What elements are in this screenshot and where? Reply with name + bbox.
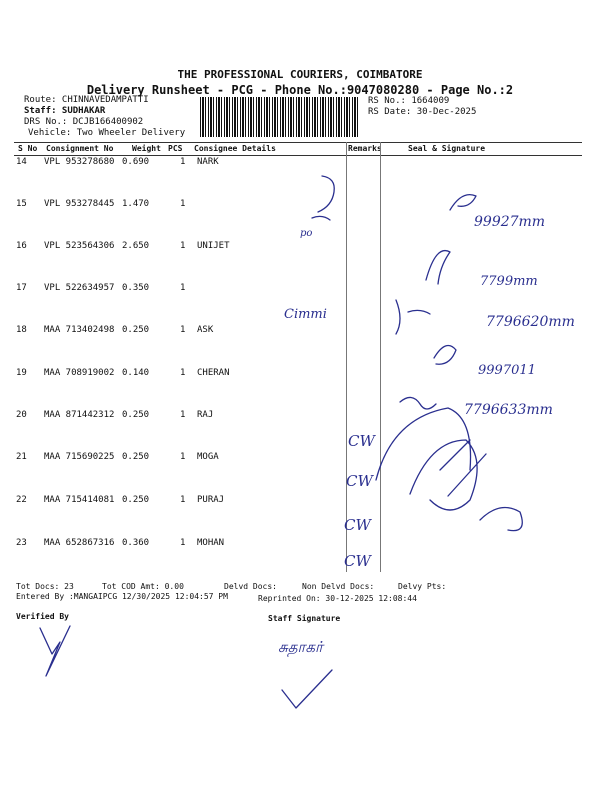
row-sno: 14	[16, 157, 27, 167]
row-consignment: MAA 715690225	[44, 452, 115, 462]
row-pcs: 1	[180, 199, 186, 209]
row-weight: 0.250	[122, 452, 150, 462]
tot-cod: Tot COD Amt: 0.00	[102, 582, 184, 591]
row-consignment: VPL 523564306	[44, 241, 115, 251]
staff-signature-ink: சுதாகர்	[278, 638, 323, 656]
col-seal: Seal & Signature	[408, 144, 486, 153]
row-pcs: 1	[180, 495, 186, 505]
signature-19: 9997011	[478, 363, 536, 378]
signature-15: 99927mm	[474, 214, 546, 230]
row-pcs: 1	[180, 241, 186, 251]
row-consignment: VPL 953278680	[44, 157, 115, 167]
row-pcs: 1	[180, 452, 186, 462]
row-consignment: MAA 871442312	[44, 410, 115, 420]
row-consignee: UNIJET	[197, 241, 230, 251]
route-label: Route: CHINNAVEDAMPATTI	[24, 95, 149, 105]
row-consignment: MAA 715414081	[44, 495, 115, 505]
row-pcs: 1	[180, 368, 186, 378]
entered-by: Entered By :MANGAIPCG 12/30/2025 12:04:57 PM	[16, 592, 228, 601]
row-sno: 22	[16, 495, 27, 505]
company-title: THE PROFESSIONAL COURIERS, COIMBATORE	[177, 68, 423, 81]
row-consignment: VPL 522634957	[44, 283, 115, 293]
col-remarks: Remarks	[348, 144, 382, 153]
row-pcs: 1	[180, 283, 186, 293]
row-weight: 0.360	[122, 538, 150, 548]
cw-mark: CW	[348, 432, 375, 450]
row-sno: 18	[16, 325, 27, 335]
row-consignment: MAA 713402498	[44, 325, 115, 335]
row-weight: 0.690	[122, 157, 150, 167]
row-sno: 15	[16, 199, 27, 209]
rs-number: RS No.: 1664009	[368, 96, 450, 106]
row-consignment: VPL 953278445	[44, 199, 115, 209]
row-weight: 0.140	[122, 368, 150, 378]
row-sno: 19	[16, 368, 27, 378]
rs-date: RS Date: 30-Dec-2025	[368, 107, 477, 117]
row-sno: 17	[16, 283, 27, 293]
row-sno: 20	[16, 410, 27, 420]
staff-label: Staff: SUDHAKAR	[24, 106, 106, 116]
vehicle-label: Vehicle: Two Wheeler Delivery	[28, 128, 186, 138]
row-weight: 0.250	[122, 410, 150, 420]
row-sno: 23	[16, 538, 27, 548]
row-sno: 16	[16, 241, 27, 251]
col-pcs: PCS	[168, 144, 183, 153]
signature-20: 7796633mm	[464, 402, 553, 418]
col-sno: S No	[18, 144, 38, 153]
staff-signature-label: Staff Signature	[268, 614, 341, 623]
row-consignee: CHERAN	[197, 368, 230, 378]
row-weight: 1.470	[122, 199, 150, 209]
non-delvd-docs: Non Delvd Docs:	[302, 582, 375, 591]
tot-docs: Tot Docs: 23	[16, 582, 74, 591]
row-consignee: PURAJ	[197, 495, 225, 505]
row-pcs: 1	[180, 157, 186, 167]
row-weight: 0.350	[122, 283, 150, 293]
row-consignee: NARK	[197, 157, 219, 167]
runsheet-subtitle: Delivery Runsheet - PCG - Phone No.:9047080280 - Page No.:2	[86, 83, 514, 97]
row-pcs: 1	[180, 410, 186, 420]
row-consignment: MAA 708919002	[44, 368, 115, 378]
cw-mark: CW	[344, 552, 371, 570]
row-pcs: 1	[180, 538, 186, 548]
reprinted-on: Reprinted On: 30-12-2025 12:08:44	[258, 594, 417, 603]
svg-text:po: po	[300, 228, 313, 239]
row-consignee: ASK	[197, 325, 214, 335]
row-pcs: 1	[180, 325, 186, 335]
row-consignee: RAJ	[197, 410, 214, 420]
signature-18: 7796620mm	[486, 314, 575, 330]
verified-by: Verified By	[16, 612, 69, 621]
row-weight: 0.250	[122, 325, 150, 335]
signature-16: 7799mm	[480, 274, 538, 289]
drs-label: DRS No.: DCJB166400902	[24, 117, 144, 127]
row-weight: 0.250	[122, 495, 150, 505]
row-weight: 2.650	[122, 241, 150, 251]
cw-mark: CW	[344, 516, 371, 534]
row-consignment: MAA 652867316	[44, 538, 115, 548]
delvd-docs: Delvd Docs:	[224, 582, 277, 591]
col-consignee: Consignee Details	[194, 144, 276, 153]
row-sno: 21	[16, 452, 27, 462]
cw-mark: CW	[346, 472, 373, 490]
col-weight: Weight	[132, 144, 161, 153]
remark-17: Cimmi	[284, 307, 327, 322]
row-consignee: MOGA	[197, 452, 219, 462]
delvy-pts: Delvy Pts:	[398, 582, 447, 591]
row-consignee: MOHAN	[197, 538, 225, 548]
col-consignment: Consignment No	[46, 144, 114, 153]
